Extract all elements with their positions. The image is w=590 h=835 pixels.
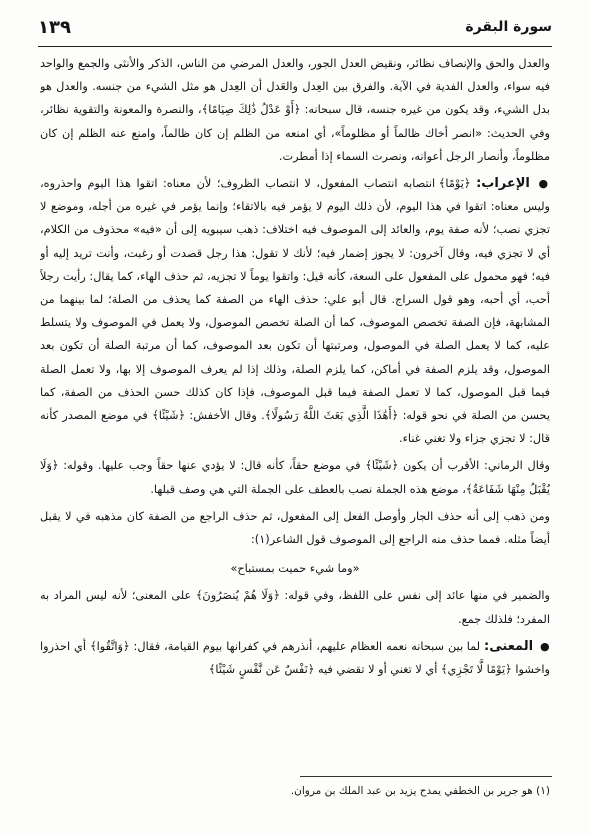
page-header [38,12,552,42]
section-label-mana: المعنى: [484,638,534,654]
paragraph-irab [40,172,550,450]
footnote-rule [300,776,552,777]
bullet-dot: ● [538,177,550,191]
paragraph-irab-text: ﴿يَوْمًا﴾ انتصابه انتصاب المفعول، لا انتصاب الظروف؛ لأن معناه: اتقوا هذا اليوم واحذروه، وليس معناه: اتقوا في هذا اليوم، لأن ذلك اليوم لا يؤمر فيه بالاتقاء؛ وإنما يؤمر في غيره من أجله، وموضع لا تجزي نصب؛ لأنه صفة يوم، والعائد إلى الموصوف فيه اختلاف: ذهب سيبويه إلى أن «فيه» محذوف من الكلام، أي لا تجزي فيه، وقال آخرون: لا يجوز إضمار فيه؛ لأنك لا تقول: هذا رجل قصدت أو رغبت، وأنت تريد إليه أو فيه؛ فهو محمول على المفعول على السعة، كأنه قيل: واتقوا يوماً لا تجزيه، ثم حذف الهاء، كما يقال: رأيت رجلاً أحب، أي أحبه، وهو قول السراج. قال أبو علي: حذف الهاء من الصفة كما يحذف من الصلة؛ لما بينهما من المشابهة، فإن الصفة تخصص الموصوف، كما أن الصلة تخصص الموصول، ولا يعمل في الموصوف ولا يتسلط عليه، كما لا يعمل الصلة في الموصول، ومرتبتها أن تكون بعد الموصوف، كما أن مرتبة الصلة أن تكون بعد الموصول، وقد يلزم الصفة في أماكن، كما يلزم الصلة، وذلك إذا لم يعرف الموصوف إلا بها، ولا تعمل الصلة فيما قبل الموصول، كما لا تعمل الصفة فيما قبل الموصوف، فإذا كان كذلك حسن الحذف من الصفة، كما يحسن من الصلة في نحو قوله: ﴿أَهَٰذَا الَّذِي بَعَثَ اللَّهُ رَسُولًا﴾. وقال الأخفش: ﴿شَيْئًا﴾ في موضع المصدر كأنه قال: لا تجزي جزاء ولا تغني غناء. [40,177,550,446]
paragraph-damir: والضمير في منها عائد إلى نفس على اللفظ، وفي قوله: ﴿وَلَا هُمْ يُنصَرُونَ﴾ على المعنى؛ لأنه ليس المراد به المفرد؛ فلذلك جمع. [40,589,550,626]
surah-title: سورة البقرة [465,19,552,35]
paragraph-definitions: والعدل والحق والإنصاف نظائر، ونقيض العدل الجور، والعدل المرضي من الناس، الذكر والأنثى والجمع والواحد فيه سواء، والعدل الفدية في الآية. والفرق بين العِدل والعَدل أن العِدل هو مثل الشيء من جنسه. والعدل هو بدل الشيء، وقد يكون من غيره جنسه، قال سبحانه: ﴿أَوْ عَدْلُ ذَٰلِكَ صِيَامًا﴾، والنصرة والمعونة والتقوية نظائر، وفي الحديث: «انصر أخاك ظالماً أو مظلوماً»، أي امنعه من الظلم إن كان ظالماً، وامنع عنه الظلم إن كان مظلوماً، وأنصار الرجل أعوانه، ونصرت السماء إذا أمطرت. [40,57,550,163]
header-rule [38,46,552,47]
paragraph-hadhf: ومن ذهب إلى أنه حذف الجار وأوصل الفعل إلى المفعول، ثم حذف الراجع من الصفة كان مذهبه في لا يقبل أيضاً مثله. فمما حذف منه الراجع إلى الموصوف قول الشاعر(١): [40,509,550,547]
poetry-verse: «وما شيء حميت بمستباح» [230,562,360,576]
bullet-dot: ● [540,639,550,653]
page-number: ١٣٩ [38,16,71,38]
paragraph-rummani: وقال الرماني: الأقرب أن يكون ﴿شَيْئًا﴾ في موضع حقاً، كأنه قال: لا يؤدي عنها حقاً وجب عليها. وقوله: ﴿وَلَا يُقْبَلُ مِنْهَا شَفَاعَةٌ﴾، موضع هذه الجملة نصب بالعطف على الجملة التي هي وصف قبلها. [40,459,550,496]
page-body [40,52,550,752]
paragraph-mana-text: لما بين سبحانه نعمه العظام عليهم، أنذرهم في كفرانها بيوم القيامة، فقال: ﴿وَاتَّقُوا﴾ أي احذروا واخشوا ﴿يَوْمًا لَّا تَجْزِي﴾ أي لا تغني أو لا تقضي فيه ﴿نَفْسٌ عَن نَّفْسٍ شَيْئًا﴾ [40,639,550,677]
paragraph-mana [40,635,550,681]
section-label-irab: الإعراب: [476,176,530,192]
footnote: (١) هو جرير بن الخطفي يمدح يزيد بن عبد الملك بن مروان. [290,785,550,797]
